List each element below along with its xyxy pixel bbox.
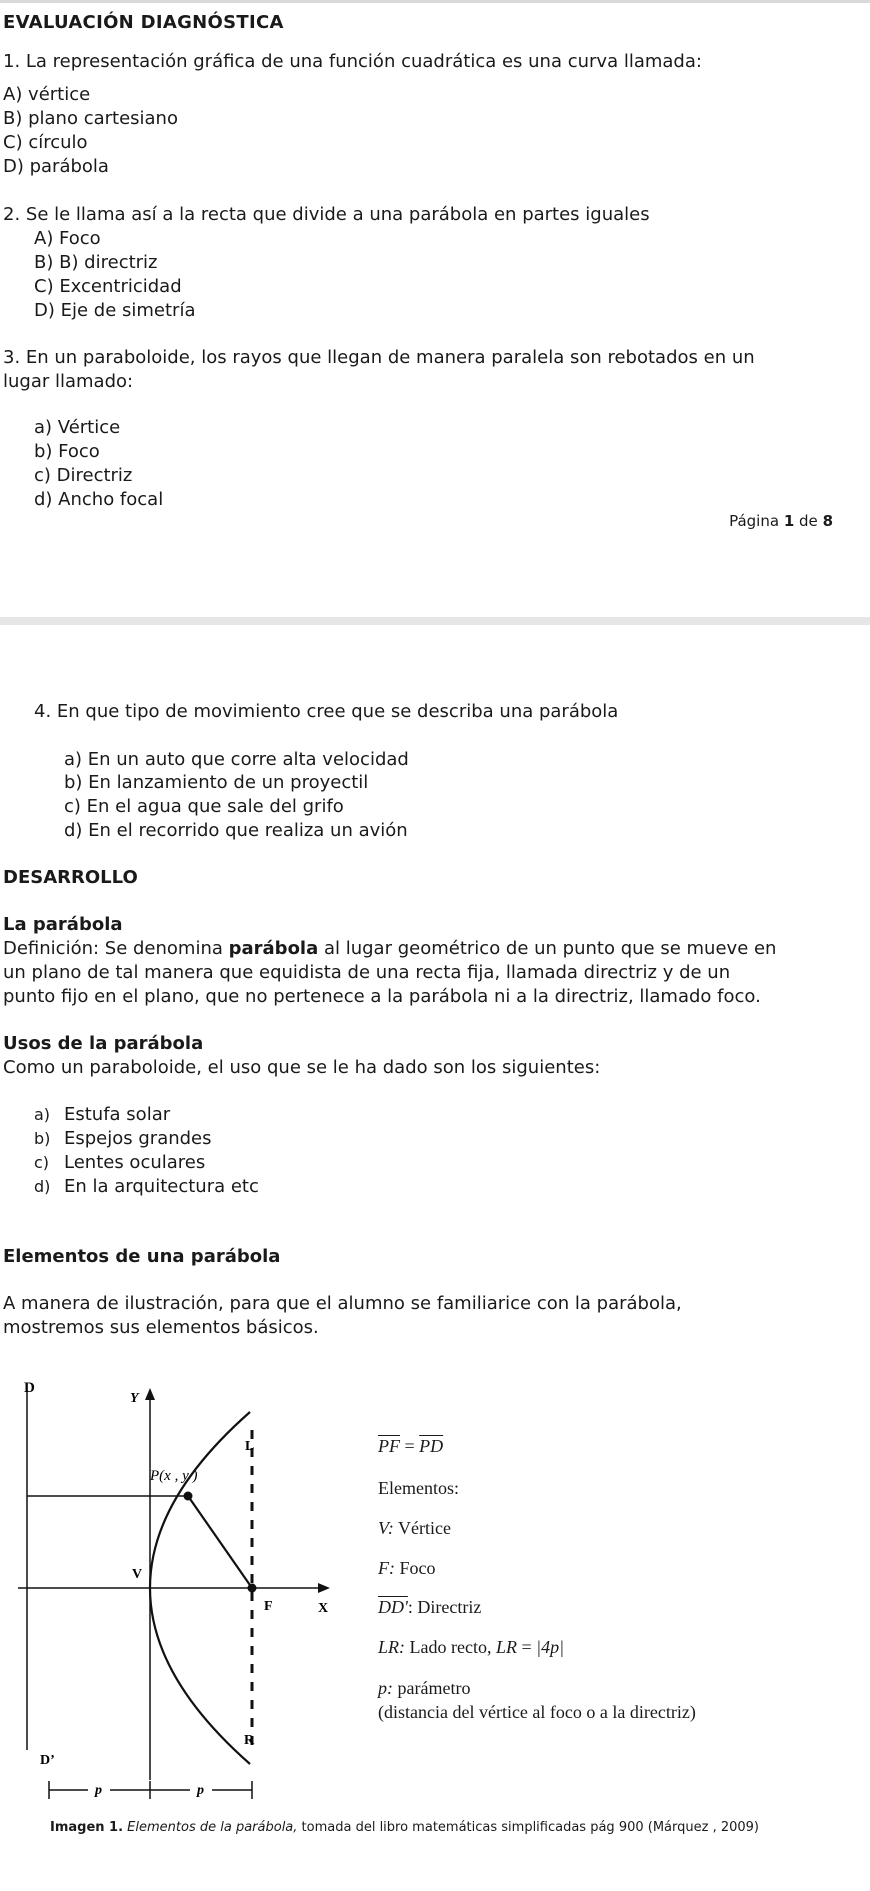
label-p2: p	[197, 1783, 204, 1798]
elementos-text: A manera de ilustración, para que el alumno se familiarice con la parábola,	[3, 1293, 682, 1314]
usos-heading: Usos de la parábola	[3, 1033, 204, 1054]
question-1: 1. La representación gráfica de una función cuadrática es una curva llamada:	[3, 51, 702, 72]
label-d-prime: D’	[40, 1753, 55, 1768]
label-l: L	[245, 1439, 255, 1454]
question-3-option: c) Directriz	[34, 465, 133, 486]
definition-line: punto fijo en el plano, que no pertenece a la parábola ni a la directriz, llamado foco.	[3, 986, 761, 1007]
legend-foco: F: Foco	[378, 1558, 436, 1578]
page-title: EVALUACIÓN DIAGNÓSTICA	[3, 12, 284, 33]
question-4-option: b) En lanzamiento de un proyectil	[64, 772, 369, 793]
elementos-heading: Elementos de una parábola	[3, 1246, 281, 1267]
question-1-option: D) parábola	[3, 156, 109, 177]
y-axis-arrow	[145, 1388, 155, 1400]
label-y: Y	[130, 1391, 139, 1406]
legend-parametro-detail: (distancia del vértice al foco o a la directriz)	[378, 1702, 696, 1722]
figure-caption: Imagen 1. Elementos de la parábola, tomada del libro matemáticas simplificadas pág 900 (Márquez , 2009)	[50, 1820, 760, 1835]
legend-directriz: DD': Directriz	[378, 1597, 482, 1617]
formula-pf-pd: $\overline{PF} = \overline{PD}$	[378, 1436, 444, 1456]
question-3-option: b) Foco	[34, 441, 100, 462]
label-p1: p	[95, 1783, 102, 1798]
question-3-option: d) Ancho focal	[34, 489, 164, 510]
elementos-text: mostremos sus elementos básicos.	[3, 1317, 319, 1338]
label-x: X	[318, 1601, 329, 1616]
question-3-cont: lugar llamado:	[3, 371, 134, 392]
x-axis-arrow	[318, 1583, 330, 1593]
elementos-label: Elementos:	[378, 1478, 459, 1498]
definition-line: Definición: Se denomina parábola al lugar geométrico de un punto que se mueve en	[3, 938, 777, 959]
legend-vertice: V: Vértice	[378, 1518, 451, 1538]
question-1-option: A) vértice	[3, 84, 91, 105]
usos-marker: d)	[34, 1177, 51, 1196]
question-2-option: D) Eje de simetría	[34, 300, 196, 321]
question-4-option: c) En el agua que sale del grifo	[64, 796, 344, 817]
parabola-diagram	[0, 1370, 350, 1810]
label-f: F	[264, 1599, 273, 1614]
usos-marker: c)	[34, 1153, 50, 1172]
question-3: 3. En un paraboloide, los rayos que llegan de manera paralela son rebotados en un	[3, 347, 755, 368]
question-2-option: B) B) directriz	[34, 252, 158, 273]
legend-parametro: p: parámetro	[378, 1678, 471, 1698]
definition-line: un plano de tal manera que equidista de una recta fija, llamada directriz y de un	[3, 962, 731, 983]
top-border	[0, 0, 870, 3]
page-number: Página 1 de 8	[729, 512, 833, 530]
label-v: V	[132, 1567, 143, 1582]
pf-segment	[188, 1496, 252, 1588]
question-1-option: C) círculo	[3, 132, 88, 153]
label-d: D	[24, 1380, 35, 1396]
question-1-option: B) plano cartesiano	[3, 108, 178, 129]
question-4: 4. En que tipo de movimiento cree que se describa una parábola	[34, 701, 619, 722]
legend-lado-recto: LR: Lado recto, LR = |4p|	[378, 1637, 565, 1657]
usos-item: Espejos grandes	[64, 1128, 212, 1149]
question-3-option: a) Vértice	[34, 417, 121, 438]
usos-intro: Como un paraboloide, el uso que se le ha dado son los siguientes:	[3, 1057, 601, 1078]
usos-marker: a)	[34, 1105, 51, 1124]
question-4-option: a) En un auto que corre alta velocidad	[64, 749, 409, 770]
usos-item: Estufa solar	[64, 1104, 171, 1125]
question-2: 2. Se le llama así a la recta que divide a una parábola en partes iguales	[3, 204, 650, 225]
point-p	[184, 1492, 193, 1501]
usos-item: Lentes oculares	[64, 1152, 206, 1173]
page-separator	[0, 617, 870, 625]
question-4-option: d) En el recorrido que realiza un avión	[64, 820, 408, 841]
label-p: P(x , y )	[150, 1468, 198, 1484]
usos-marker: b)	[34, 1129, 51, 1148]
parabola-heading: La parábola	[3, 914, 123, 935]
question-2-option: A) Foco	[34, 228, 101, 249]
focus-point	[248, 1584, 257, 1593]
question-2-option: C) Excentricidad	[34, 276, 182, 297]
label-r: R	[244, 1733, 255, 1748]
desarrollo-heading: DESARROLLO	[3, 867, 138, 888]
usos-item: En la arquitectura etc	[64, 1176, 259, 1197]
